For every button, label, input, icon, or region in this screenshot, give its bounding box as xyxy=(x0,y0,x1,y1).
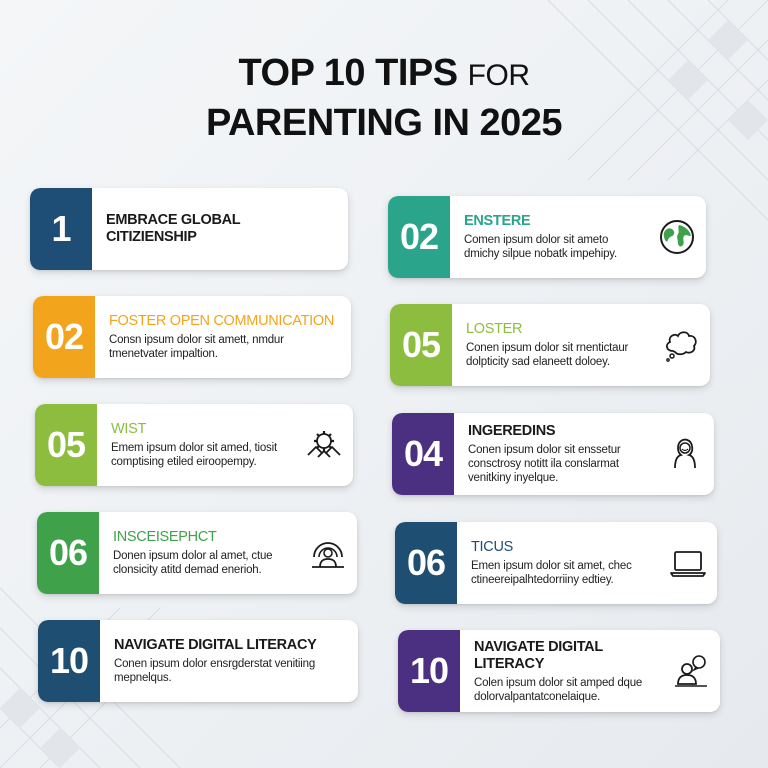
speech-bubble-icon xyxy=(661,325,701,365)
tip-card-8 xyxy=(395,522,717,604)
tip-body: Conen ipsum dolor sit enssetur consctrosy notitt ila conslarmat venitkiny inyelque. xyxy=(468,444,621,484)
tip-card-3 xyxy=(33,296,351,378)
tip-heading: NAVIGATE DIGITAL LITERACY xyxy=(114,637,317,653)
gear-handshake-icon xyxy=(304,425,344,465)
tip-heading: ENSTERE xyxy=(464,213,531,229)
tip-body: Colen ipsum dolor sit amped dque dolorvalpantatconelaique. xyxy=(474,676,643,703)
tip-number: 05 xyxy=(390,304,452,386)
person-chat-icon xyxy=(671,651,711,691)
tip-heading: WIST xyxy=(111,421,147,437)
tip-number: 04 xyxy=(392,413,454,495)
tip-card-1 xyxy=(30,188,348,270)
tip-body: Emen ipsum dolor sit amet, chec ctineereipalhtedorriiny edtiey. xyxy=(471,560,632,586)
tip-body: Conen ipsum dolor ensrgderstat venitiing mepnelqus. xyxy=(114,658,316,684)
tip-number: 1 xyxy=(30,188,92,270)
tip-card-4 xyxy=(390,304,710,386)
tip-heading: EMBRACE GLOBAL CITIZIENSHIP xyxy=(106,212,241,245)
title-line1-bold: TOP 10 TIPS xyxy=(238,52,458,94)
title-line2: PARENTING IN 2025 xyxy=(205,102,563,144)
globe-icon xyxy=(657,217,697,257)
tip-card-2 xyxy=(388,196,706,278)
person-icon xyxy=(665,434,705,474)
tip-heading: INSCEISEPHCT xyxy=(113,529,217,545)
tip-card-10 xyxy=(398,630,720,712)
title-line1-thin: FOR xyxy=(467,59,530,92)
tip-body: Emem ipsum dolor sit amed, tiosit comptising etiled eiroopempy. xyxy=(111,442,277,468)
person-target-icon xyxy=(308,533,348,573)
tip-body: Comen ipsum dolor sit ameto dmichy silpue nobatk impehipy. xyxy=(464,234,617,260)
tip-body: Donen ipsum dolor al amet, ctue clonsicity atitd demad enerioh. xyxy=(113,550,273,576)
tip-number: 06 xyxy=(37,512,99,594)
page-title xyxy=(0,50,768,147)
tip-heading: TICUS xyxy=(471,539,514,555)
laptop-icon xyxy=(668,543,708,583)
tip-number: 10 xyxy=(398,630,460,712)
tip-body: Conen ipsum dolor sit rnentictaur dolpticity sad elaneett doloey. xyxy=(466,342,629,368)
tip-number: 02 xyxy=(388,196,450,278)
tip-heading: NAVIGATE DIGITAL LITERACY xyxy=(474,638,603,672)
tip-card-5 xyxy=(35,404,353,486)
tip-body: Consn ipsum dolor sit amett, nmdur tmenetvater impaltion. xyxy=(109,334,284,360)
tip-number: 05 xyxy=(35,404,97,486)
tip-heading: INGEREDINS xyxy=(468,423,556,439)
tip-card-6 xyxy=(392,413,714,495)
tip-number: 06 xyxy=(395,522,457,604)
tip-number: 02 xyxy=(33,296,95,378)
tip-heading: FOSTER OPEN COMMUNICATION xyxy=(109,313,335,329)
tip-card-7 xyxy=(37,512,357,594)
tip-heading: LOSTER xyxy=(466,321,523,337)
tip-number: 10 xyxy=(38,620,100,702)
tip-card-9 xyxy=(38,620,358,702)
